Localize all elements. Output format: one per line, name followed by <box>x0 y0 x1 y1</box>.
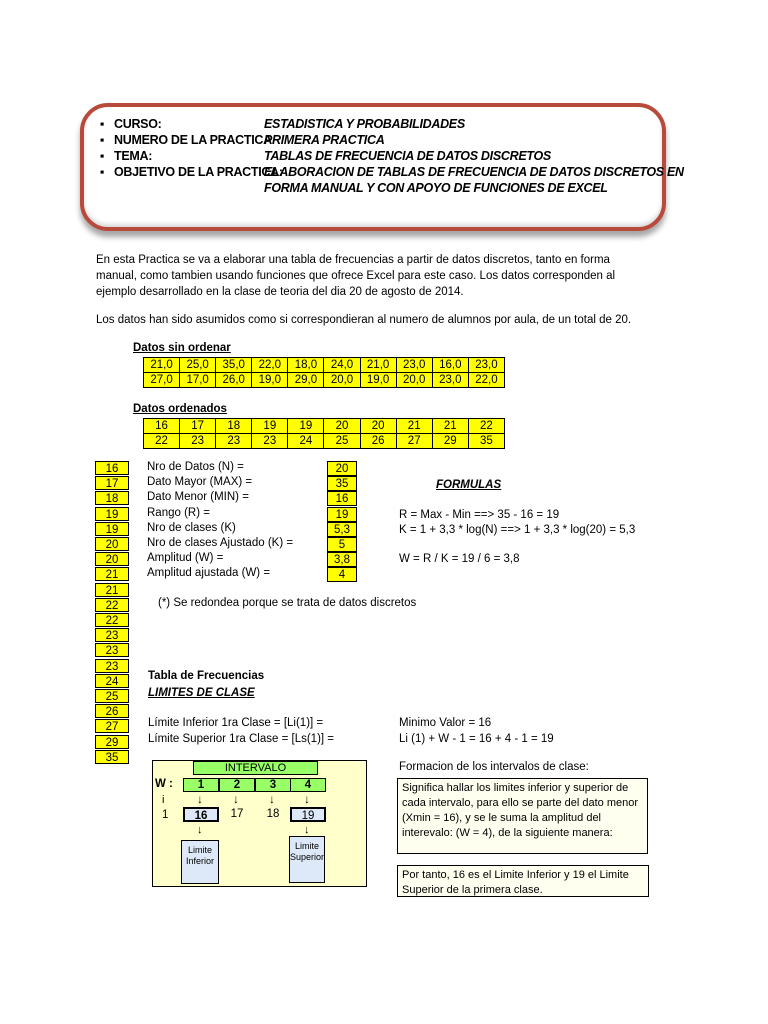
interval-value: 16 <box>183 807 219 822</box>
column-cell: 25 <box>95 689 129 703</box>
data-cell: 18,0 <box>288 358 324 373</box>
header-label: CURSO: <box>114 117 162 131</box>
arrow-down-icon: ↓ <box>233 792 239 806</box>
header-value: PRIMERA PRACTICA <box>264 133 385 147</box>
header-label: TEMA: <box>114 149 153 163</box>
data-cell: 24 <box>288 434 324 449</box>
header-label: NUMERO DE LA PRACTICA <box>114 133 272 147</box>
header-value: ESTADISTICA Y PROBABILIDADES <box>264 117 465 131</box>
formulas-title: FORMULAS <box>436 479 502 491</box>
arrow-down-icon: ↓ <box>304 792 310 806</box>
stat-value: 4 <box>327 567 357 582</box>
data-cell: 21,0 <box>144 358 180 373</box>
column-cell: 27 <box>95 719 129 733</box>
data-cell: 24,0 <box>324 358 360 373</box>
formation-text: Formacion de los intervalos de clase: <box>399 761 589 773</box>
li-formula: Li (1) + W - 1 = 16 + 4 - 1 = 19 <box>399 733 554 745</box>
freq-subtitle: LIMITES DE CLASE <box>148 687 255 699</box>
data-cell: 18 <box>216 419 252 434</box>
data-cell: 22,0 <box>468 373 504 388</box>
data-cell: 23 <box>180 434 216 449</box>
table-row <box>144 419 505 434</box>
data-cell: 20,0 <box>396 373 432 388</box>
arrow-down-icon: ↓ <box>197 792 203 806</box>
data-cell: 21 <box>396 419 432 434</box>
column-cell: 35 <box>95 750 129 764</box>
column-cell: 23 <box>95 659 129 673</box>
data-cell: 23,0 <box>432 373 468 388</box>
arrow-down-icon: ↓ <box>269 792 275 806</box>
table-row <box>144 373 505 388</box>
i-label: i <box>162 794 165 806</box>
stat-value: 19 <box>327 507 357 522</box>
min-value-text: Minimo Valor = 16 <box>399 717 492 729</box>
interval-step: 4 <box>290 778 326 792</box>
stat-value: 16 <box>327 491 357 506</box>
li-label: Límite Inferior 1ra Clase = [Li(1)] = <box>148 717 324 729</box>
column-cell: 23 <box>95 643 129 657</box>
table-row <box>144 434 505 449</box>
data-cell: 17 <box>180 419 216 434</box>
data-cell: 16 <box>144 419 180 434</box>
bullet-icon: ▪ <box>100 117 105 131</box>
stat-value: 35 <box>327 476 357 491</box>
column-cell: 19 <box>95 507 129 521</box>
data-cell: 23 <box>216 434 252 449</box>
column-cell: 18 <box>95 491 129 505</box>
stat-label: Nro de Datos (N) = <box>147 461 244 473</box>
stat-label: Amplitud ajustada (W) = <box>147 567 271 580</box>
header-label: OBJETIVO DE LA PRACTICA: <box>114 165 283 179</box>
column-cell: 21 <box>95 567 129 581</box>
interval-value: 19 <box>290 807 326 822</box>
bullet-icon: ▪ <box>100 133 105 147</box>
data-cell: 35 <box>468 434 504 449</box>
intro-line: ejemplo desarrollado en la clase de teoria del dia 20 de agosto de 2014. <box>96 286 464 298</box>
stat-label: Nro de clases Ajustado (K) = <box>147 537 294 549</box>
data-cell: 29,0 <box>288 373 324 388</box>
freq-title: Tabla de Frecuencias <box>148 670 265 682</box>
header-value: TABLAS DE FRECUENCIA DE DATOS DISCRETOS <box>264 149 551 163</box>
formula-amplitude: W = R / K = 19 / 6 = 3,8 <box>399 553 520 565</box>
formula-classes: K = 1 + 3,3 * log(N) ==> 1 + 3,3 * log(20) = 5,3 <box>399 524 636 536</box>
data-cell: 26 <box>360 434 396 449</box>
header-value-continuation: FORMA MANUAL Y CON APOYO DE FUNCIONES DE EXCEL <box>264 181 608 195</box>
interval-diagram <box>152 760 367 887</box>
data-cell: 20 <box>324 419 360 434</box>
stat-label: Amplitud (W) = <box>147 552 224 565</box>
data-cell: 23,0 <box>396 358 432 373</box>
stat-value: 5 <box>327 537 357 552</box>
stat-label: Dato Mayor (MAX) = <box>147 476 253 489</box>
data-cell: 23 <box>252 434 288 449</box>
column-cell: 29 <box>95 735 129 749</box>
data-cell: 35,0 <box>216 358 252 373</box>
column-cell: 21 <box>95 583 129 597</box>
data-cell: 17,0 <box>180 373 216 388</box>
sorted-table <box>143 418 505 449</box>
data-cell: 27 <box>396 434 432 449</box>
rounding-note: (*) Se redondea porque se trata de datos discretos <box>158 597 417 609</box>
intro-line: manual, como tambien usando funciones que ofrece Excel para este caso. Los datos corresponden al <box>96 270 616 282</box>
data-cell: 25 <box>324 434 360 449</box>
column-cell: 20 <box>95 537 129 551</box>
intro-line: Los datos han sido asumidos como si correspondieran al numero de alumnos por aula, de un total de 20. <box>96 314 632 326</box>
column-cell: 26 <box>95 704 129 718</box>
column-cell: 22 <box>95 613 129 627</box>
column-cell: 24 <box>95 674 129 688</box>
stat-label: Dato Menor (MIN) = <box>147 491 249 504</box>
bullet-icon: ▪ <box>100 149 105 163</box>
data-cell: 27,0 <box>144 373 180 388</box>
bullet-icon: ▪ <box>100 165 105 179</box>
column-cell: 22 <box>95 598 129 612</box>
data-cell: 29 <box>432 434 468 449</box>
interval-value: 17 <box>230 808 244 820</box>
limit-inferior-box: Limite Inferior <box>181 840 219 884</box>
intro-line: En esta Practica se va a elaborar una tabla de frecuencias a partir de datos discretos, tanto en forma <box>96 254 610 266</box>
interval-value: 18 <box>266 808 280 820</box>
ls-label: Límite Superior 1ra Clase = [Ls(1)] = <box>148 733 334 745</box>
column-cell: 19 <box>95 522 129 536</box>
unsorted-title: Datos sin ordenar <box>133 342 231 354</box>
data-cell: 22 <box>144 434 180 449</box>
arrow-down-icon: ↓ <box>304 824 310 836</box>
limit-superior-box: Limite Superior <box>289 836 325 883</box>
header-value: ELABORACION DE TABLAS DE FRECUENCIA DE DATOS DISCRETOS EN <box>264 165 684 179</box>
arrow-down-icon: ↓ <box>197 824 203 836</box>
column-cell: 23 <box>95 628 129 642</box>
unsorted-table <box>143 357 505 388</box>
interval-title: INTERVALO <box>193 761 318 775</box>
data-cell: 21,0 <box>360 358 396 373</box>
data-cell: 19 <box>252 419 288 434</box>
data-cell: 21 <box>432 419 468 434</box>
interval-step: 2 <box>219 778 255 792</box>
stat-value: 3,8 <box>327 552 357 567</box>
interval-step: 1 <box>183 778 219 792</box>
data-cell: 19,0 <box>252 373 288 388</box>
sorted-title: Datos ordenados <box>133 403 227 415</box>
data-cell: 22 <box>468 419 504 434</box>
conclusion-box: Por tanto, 16 es el Limite Inferior y 19 el Limite Superior de la primera clase. <box>397 865 649 897</box>
data-cell: 19,0 <box>360 373 396 388</box>
data-cell: 20,0 <box>324 373 360 388</box>
table-row <box>144 358 505 373</box>
data-cell: 20 <box>360 419 396 434</box>
explanation-box: Significa hallar los limites inferior y superior de cada intervalo, para ello se parte del dato menor (Xmin = 16), y se le suma la amplitud del interevalo: (W = 4), de la siguiente manera: <box>397 778 648 854</box>
w-label: W : <box>155 778 173 790</box>
interval-step: 3 <box>255 778 291 792</box>
data-cell: 23,0 <box>468 358 504 373</box>
formula-range: R = Max - Min ==> 35 - 16 = 19 <box>399 509 560 521</box>
column-cell: 17 <box>95 476 129 490</box>
stat-label: Nro de clases (K) <box>147 521 236 534</box>
data-cell: 22,0 <box>252 358 288 373</box>
data-cell: 16,0 <box>432 358 468 373</box>
column-cell: 16 <box>95 461 129 475</box>
data-cell: 19 <box>288 419 324 434</box>
data-cell: 26,0 <box>216 373 252 388</box>
stat-value: 20 <box>327 461 357 476</box>
stat-value: 5,3 <box>327 522 357 537</box>
data-cell: 25,0 <box>180 358 216 373</box>
one-label: 1 <box>162 809 169 821</box>
stat-label: Rango (R) = <box>147 506 210 519</box>
column-cell: 20 <box>95 552 129 566</box>
